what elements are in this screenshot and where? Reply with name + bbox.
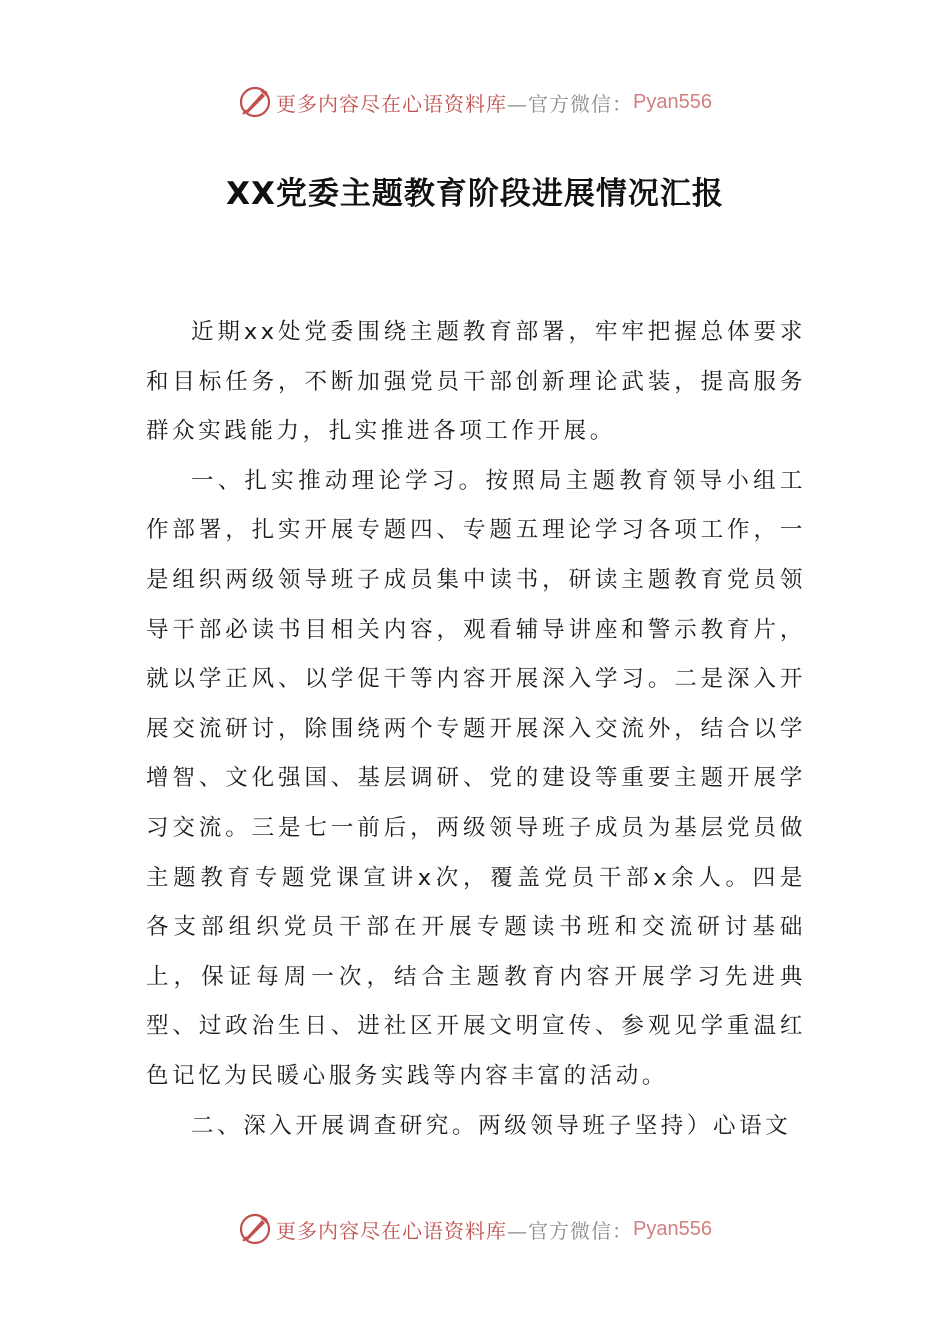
banner-site-name: 更多内容尽在心语资料库 bbox=[276, 1218, 508, 1243]
quill-pen-logo-icon bbox=[238, 85, 272, 119]
banner-site-name: 更多内容尽在心语资料库 bbox=[276, 91, 508, 116]
paragraph-theory-study: 一、扎实推动理论学习。按照局主题教育领导小组工作部署，扎实开展专题四、专题五理论学习各项工作，一是组织两级领导班子成员集中读书，研读主题教育党员领导干部必读书目相关内容，观看辅导讲座和警示教育片，就以学正风、以学促干等内容开展深入学习。二是深入开展交流研讨，除围绕两个专题开展深入交流外，结合以学增智、文化强国、基层调研、党的建设等重要主题开展学习交流。三是七一前后，两级领导班子成员为基层党员做主题教育专题党课宣讲x次，覆盖党员干部x余人。四是各支部组织党员干部在开展专题读书班和交流研讨基础上，保证每周一次，结合主题教育内容开展学习先进典型、过政治生日、进社区开展文明宣传、参观见学重温红色记忆为民暖心服务实践等内容丰富的活动。 bbox=[146, 467, 806, 1089]
banner-wechat-label: —官方微信： bbox=[507, 91, 634, 116]
header-banner bbox=[0, 82, 950, 122]
paragraph-research: 二、深入开展调查研究。两级领导班子坚持）心语文 bbox=[191, 1112, 792, 1139]
banner-wechat-id: Pyan556 bbox=[633, 90, 712, 113]
banner-wechat-label: —官方微信： bbox=[507, 1218, 634, 1243]
footer-banner bbox=[0, 1209, 950, 1249]
document-body bbox=[146, 308, 806, 1151]
document-title: XX党委主题教育阶段进展情况汇报 bbox=[226, 176, 724, 212]
banner-wechat-id: Pyan556 bbox=[633, 1217, 712, 1240]
quill-pen-logo-icon bbox=[238, 1212, 272, 1246]
paragraph-intro: 近期xx处党委围绕主题教育部署，牢牢把握总体要求和目标任务，不断加强党员干部创新理论武装，提高服务群众实践能力，扎实推进各项工作开展。 bbox=[146, 319, 806, 445]
